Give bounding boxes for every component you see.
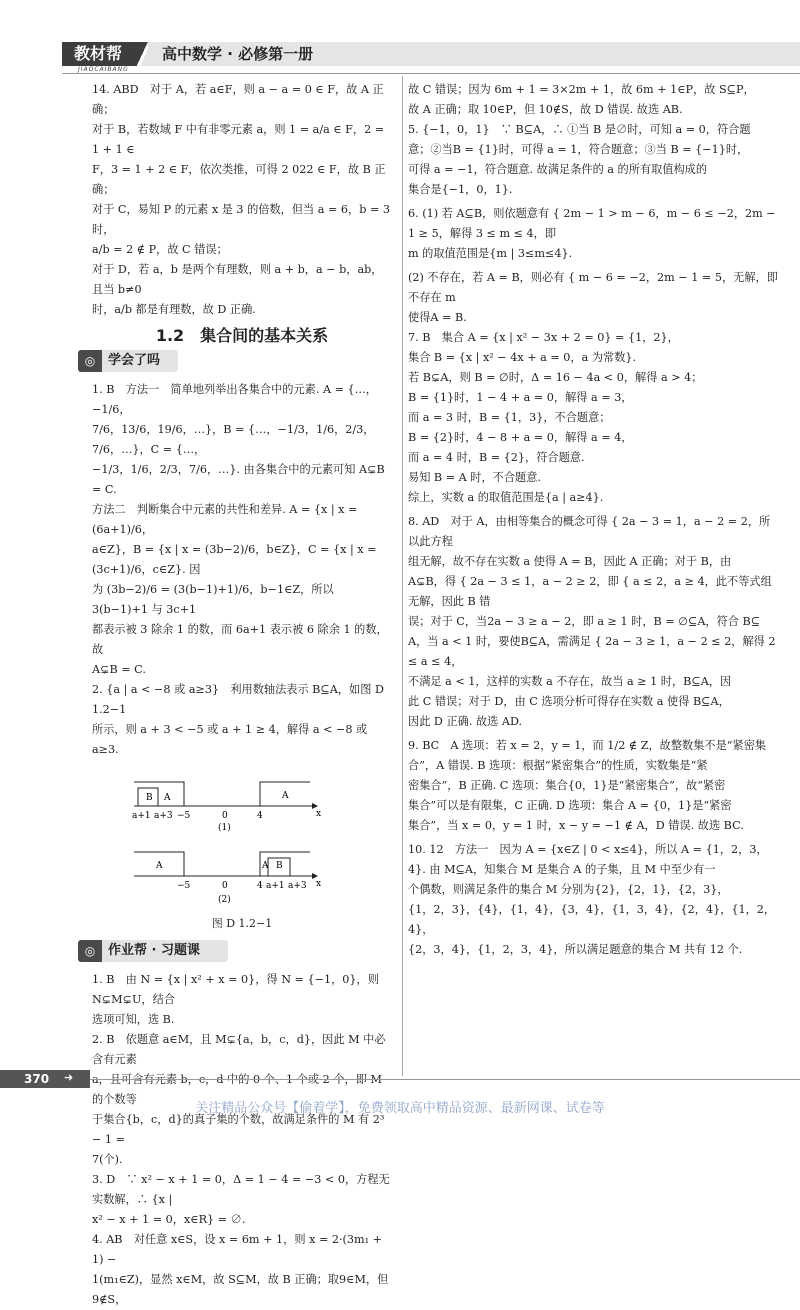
tick-a-plus-1: a+1	[266, 881, 285, 891]
text-line: A⊊B = C.	[92, 663, 146, 676]
answer-block-homework	[92, 970, 392, 1310]
tick-a-plus-3: a+3	[288, 881, 307, 891]
text-line: 个偶数，则满足条件的集合 M 分别为{2}，{2，1}，{2，3}，	[408, 883, 729, 896]
section-badge-learn	[78, 350, 178, 372]
text-line: 1(m₁∈Z)，显然 x∈M，故 S⊆M，故 B 正确；取9∈M，但 9∉S，	[92, 1273, 389, 1306]
left-column	[84, 80, 392, 1310]
tick-a-plus-3: a+3	[154, 811, 173, 821]
text-line: 1. B 方法一 简单地列举出各集合中的元素. A = {…，−1/6，	[92, 383, 377, 416]
text-line: 对于 D，若 a，b 是两个有理数，则 a + b，a − b，ab，且当 b≠0	[92, 263, 383, 296]
set-a-label: A	[156, 861, 163, 871]
text-line: 意；②当B = {1}时，可得 a = 1，符合题意；③当 B = {−1}时，	[408, 143, 749, 156]
answer-block-mid	[92, 380, 392, 760]
section-badge-homework	[78, 940, 228, 962]
footer-rule	[90, 1079, 800, 1080]
tick-minus-5: −5	[177, 811, 191, 821]
arrow-right-icon: ➜	[64, 1071, 74, 1084]
text-line: 集合是{−1，0，1}.	[408, 183, 513, 196]
text-line: 组无解，故不存在实数 a 使得 A = B，因此 A 正确；对于 B，由	[408, 555, 732, 568]
book-title: 高中数学 · 必修第一册	[162, 45, 314, 63]
set-a-label: A	[164, 793, 171, 803]
text-line: 不满足 a < 1，这样的实数 a 不存在，故当 a ≥ 1 时，B⊆A，因	[408, 675, 732, 688]
text-line: 易知 B = A 时，不合题意.	[408, 471, 541, 484]
text-line: (2) 不存在，若 A = B，则必有 { m − 6 = −2，2m − 1 = 5，无解，即不存在 m	[408, 271, 778, 304]
text-line: 9. BC A 选项：若 x = 2，y = 1，而 1/2 ∉ Z，故整数集不是“紧密集	[408, 739, 767, 752]
text-line: 于集合{b，c，d}的真子集的个数，故满足条件的 M 有 2³ − 1 =	[92, 1113, 385, 1146]
tick-minus-5: −5	[177, 881, 191, 891]
text-line: F，3 = 1 + 2 ∈ F，依次类推，可得 2 022 ∈ F，故 B 正确；	[92, 163, 386, 196]
text-line: a∈Z}，B = {x | x = (3b−2)/6，b∈Z}，C = {x | x = (3c+1)/6，c∈Z}. 因	[92, 543, 377, 576]
number-line-figure	[134, 762, 334, 912]
set-a-label: A	[282, 791, 289, 801]
page-number: 370	[24, 1072, 50, 1086]
text-line: 2. B 依题意 a∈M，且 M⊊{a，b，c，d}，因此 M 中必含有元素	[92, 1033, 386, 1066]
watermark-text: 关注精品公众号【偷着学】，免费领取高中精品资源、最新网课、试卷等	[195, 1101, 605, 1116]
text-line: 若 B⊊A，则 B = ∅时，Δ = 16 − 4a < 0，解得 a > 4；	[408, 371, 703, 384]
text-line: 可得 a = −1，符合题意. 故满足条件的 a 的所有取值构成的	[408, 163, 708, 176]
set-a-label: A	[262, 861, 269, 871]
text-line: −1/3，1/6，2/3，7/6，…}. 由各集合中的元素可知 A⊊B = C.	[92, 463, 385, 496]
text-line: a，且可含有元素 b，c，d 中的 0 个、1 个或 2 个，即 M 的个数等	[92, 1073, 382, 1106]
number-line-2	[134, 852, 321, 905]
text-line: 综上，实数 a 的取值范围是{a | a≥4}.	[408, 491, 604, 504]
target-icon: ◎	[84, 354, 96, 368]
tick-zero: 0	[222, 881, 228, 891]
figure-caption: 图 D 1.2−1	[211, 917, 273, 930]
text-line: 时，a/b 都是有理数，故 D 正确.	[92, 303, 256, 316]
text-line: {2，3，4}，{1，2，3，4}，所以满足题意的集合 M 共有 12 个.	[408, 943, 743, 956]
answer-block-14	[92, 80, 392, 320]
subfigure-label: (1)	[218, 823, 231, 833]
text-line: 所示，则 a + 3 < −5 或 a + 1 ≥ 4，解得 a < −8 或 a≥3.	[92, 723, 368, 756]
column-divider	[402, 76, 403, 1076]
text-line: 选项可知，选 B.	[92, 1013, 175, 1026]
text-line: 对于 C，易知 P 的元素 x 是 3 的倍数，但当 a = 6，b = 3 时，	[92, 203, 391, 236]
text-line: 而 a = 4 时，B = {2}，符合题意.	[408, 451, 585, 464]
text-line: 集合”可以是有限集，C 正确. D 选项：集合 A = {0，1}是“紧密	[408, 799, 732, 812]
tick-a-plus-1: a+1	[132, 811, 151, 821]
tick-zero: 0	[222, 811, 228, 821]
text-line: 合”，A 错误. B 选项：根据“紧密集合”的性质，实数集是“紧	[408, 759, 708, 772]
set-b-label: B	[276, 861, 283, 871]
text-line: 方法二 判断集合中元素的共性和差异. A = {x | x = (6a+1)/6，	[92, 503, 358, 536]
text-line: A⊊B，得 { 2a − 3 ≤ 1，a − 2 ≥ 2，即 { a ≤ 2，a ≥ 4，此不等式组无解，因此 B 错	[408, 575, 772, 608]
text-line: 4. AB 对任意 x∈S，设 x = 6m + 1，则 x = 2·(3m₁ + 1) −	[92, 1233, 383, 1266]
text-line: 3. D ∵ x² − x + 1 = 0，Δ = 1 − 4 = −3 < 0，方程无实数解，∴ {x |	[92, 1173, 390, 1206]
set-b-label: B	[146, 793, 153, 803]
text-line: 故 A 正确；取 10∈P，但 10∉S，故 D 错误. 故选 AB.	[408, 103, 683, 116]
subfigure-label: (2)	[218, 895, 231, 905]
text-line: 7(个).	[92, 1153, 123, 1166]
right-column	[408, 80, 780, 960]
text-line: 8. AD 对于 A，由相等集合的概念可得 { 2a − 3 = 1，a − 2 = 2，所以此方程	[408, 515, 771, 548]
text-line: 7/6，13/6，19/6，…}，B = {…，−1/3，1/6，2/3，7/6，…}，C = {…，	[92, 423, 375, 456]
text-line: a/b = 2 ∉ P，故 C 错误；	[92, 243, 228, 256]
text-line: 2. {a | a < −8 或 a≥3} 利用数轴法表示 B⊆A，如图 D 1.2−1	[92, 683, 384, 716]
text-line: 因此 D 正确. 故选 AD.	[408, 715, 523, 728]
text-line: 7. B 集合 A = {x | x² − 3x + 2 = 0} = {1，2}，	[408, 331, 679, 344]
text-line: 10. 12 方法一 因为 A = {x∈Z | 0 < x≤4}，所以 A = {1，2，3，	[408, 843, 768, 856]
text-line: 故 C 错误；因为 6m + 1 = 3×2m + 1，故 6m + 1∈P，故 S⊆P，	[408, 83, 755, 96]
tick-four: 4	[257, 811, 263, 821]
text-line: B = {2}时，4 − 8 + a = 0，解得 a = 4，	[408, 431, 633, 444]
text-line: 14. ABD 对于 A，若 a∈F，则 a − a = 0 ∈ F，故 A 正确；	[92, 83, 384, 116]
tick-four: 4	[257, 881, 263, 891]
badge-label: 作业帮 · 习题课	[108, 943, 200, 958]
text-line: 4}. 由 M⊆A，知集合 M 是集合 A 的子集，且 M 中至少有一	[408, 863, 716, 876]
number-line-1	[132, 782, 321, 833]
badge-label: 学会了吗	[108, 353, 161, 368]
brand-logo: 教材帮	[62, 42, 134, 66]
text-line: 密集合”，B 正确. C 选项：集合{0，1}是“紧密集合”，故“紧密	[408, 779, 726, 792]
axis-x-label: x	[316, 809, 322, 819]
page-header	[0, 0, 800, 80]
brand-subtitle: JIAOCAIBANG	[78, 66, 129, 73]
text-line: x² − x + 1 = 0，x∈R} = ∅.	[92, 1213, 246, 1226]
text-line: 为 (3b−2)/6 = (3(b−1)+1)/6，b−1∈Z，所以 3(b−1)+1 与 3c+1	[92, 583, 334, 616]
text-line: 此 C 错误；对于 D，由 C 选项分析可得存在实数 a 使得 B⊆A，	[408, 695, 730, 708]
text-line: 而 a = 3 时，B = {1，3}，不合题意；	[408, 411, 611, 424]
text-line: 集合 B = {x | x² − 4x + a = 0，a 为常数}.	[408, 351, 637, 364]
text-line: 误；对于 C，当2a − 3 ≥ a − 2，即 a ≥ 1 时，B = ∅⊆A，符合 B⊆	[408, 615, 761, 628]
text-line: 对于 B，若数域 F 中有非零元素 a，则 1 = a/a ∈ F，2 = 1 + 1 ∈	[92, 123, 385, 156]
text-line: 6. (1) 若 A⊆B，则依题意有 { 2m − 1 > m − 6，m − 6 ≤ −2，2m − 1 ≥ 5，解得 3 ≤ m ≤ 4，即	[408, 207, 776, 240]
text-line: 1. B 由 N = {x | x² + x = 0}，得 N = {−1，0}，则N⊊M⊊U，结合	[92, 973, 379, 1006]
text-line: 使得A = B.	[408, 311, 467, 324]
text-line: A，当 a < 1 时，要使B⊆A，需满足 { 2a − 3 ≥ 1，a − 2 ≤ 2，解得 2 ≤ a ≤ 4，	[408, 635, 776, 668]
text-line: 都表示被 3 除余 1 的数，而 6a+1 表示被 6 除余 1 的数，故	[92, 623, 388, 656]
text-line: m 的取值范围是{m | 3≤m≤4}.	[408, 247, 573, 260]
text-line: 5. {−1，0，1} ∵ B⊆A，∴ ①当 B 是∅时，可知 a = 0，符合题	[408, 123, 751, 136]
text-line: B = {1}时，1 − 4 + a = 0，解得 a = 3，	[408, 391, 633, 404]
axis-x-label: x	[316, 879, 322, 889]
text-line: {1，2，3}，{4}，{1，4}，{3，4}，{1，3，4}，{2，4}，{1，2，4}，	[408, 903, 776, 936]
section-title: 1.2 集合间的基本关系	[155, 326, 329, 345]
target-icon: ◎	[84, 944, 96, 958]
header-rule	[62, 73, 800, 74]
text-line: 集合”，当 x = 0，y = 1 时，x − y = −1 ∉ A，D 错误. 故选 BC.	[408, 819, 744, 832]
